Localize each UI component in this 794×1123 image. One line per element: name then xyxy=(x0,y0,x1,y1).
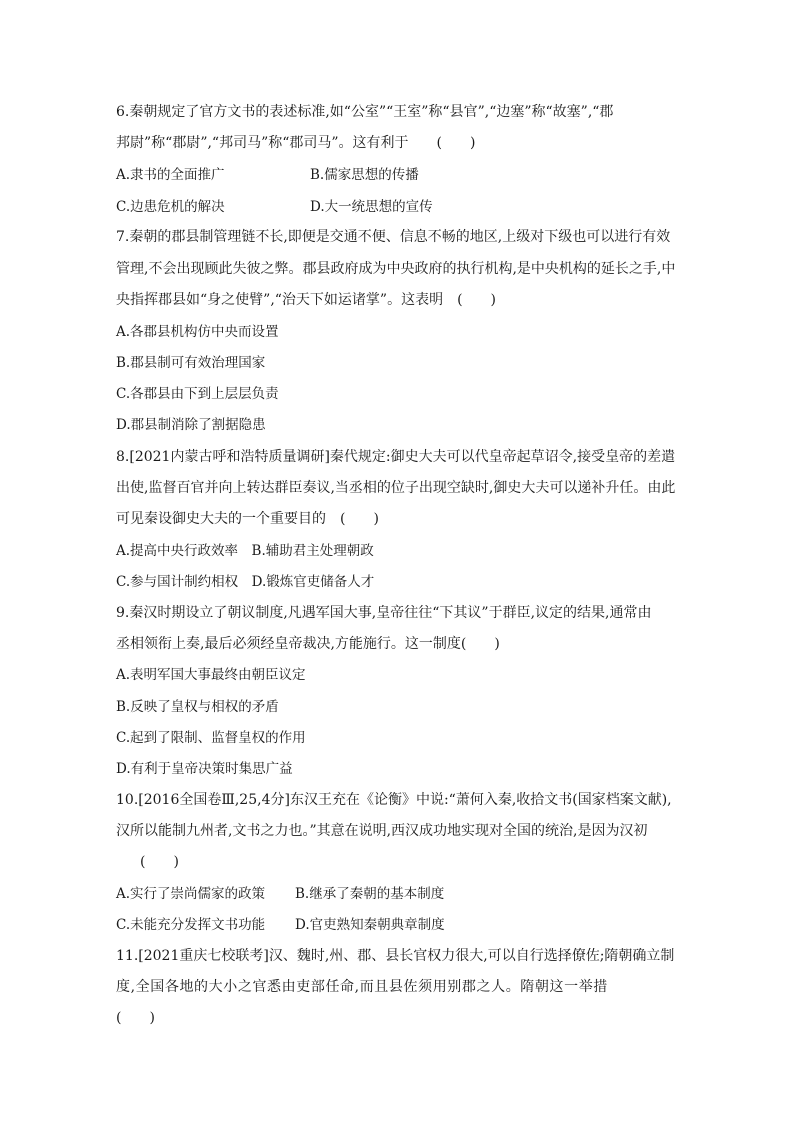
q7-stem-line-3: 央指挥郡县如“身之使臂”,“治天下如运诸掌”。这表明 ( ) xyxy=(116,292,497,308)
q8-options-cd: C.参与国计制约相权 D.锻炼官吏储备人才 xyxy=(116,574,375,590)
q6-stem-line-1: 6.秦朝规定了官方文书的表述标准,如“公室”“王室”称“县官”,“边塞”称“故塞”,“郡 xyxy=(116,104,614,120)
q8-stem-line-2: 出使,监督百官并向上转达群臣奏议,当丞相的位子出现空缺时,御史大夫可以递补升任。由此 xyxy=(116,480,676,496)
q9-option-b: B.反映了皇权与相权的矛盾 xyxy=(116,699,279,715)
q6-option-a: A.隶书的全面推广 xyxy=(116,167,225,183)
q9-stem-line-2: 丞相领衔上奏,最后必须经皇帝裁决,方能施行。这一制度( ) xyxy=(116,636,500,652)
q11-stem-line-1: 11.[2021重庆七校联考]汉、魏时,州、郡、县长官权力很大,可以自行选择僚佐;隋朝确立制 xyxy=(116,948,675,964)
q6-option-c: C.边患危机的解决 xyxy=(116,199,225,215)
q7-stem-line-1: 7.秦朝的郡县制管理链不长,即便是交通不便、信息不畅的地区,上级对下级也可以进行有效 xyxy=(116,229,671,245)
q6-stem-line-2: 邦尉”称“郡尉”,“邦司马”称“郡司马”。这有利于 ( ) xyxy=(116,135,476,151)
q8-options-ab: A.提高中央行政效率 B.辅助君主处理朝政 xyxy=(116,543,374,559)
q9-stem-line-1: 9.秦汉时期设立了朝议制度,凡遇军国大事,皇帝往往“下其议”于群臣,议定的结果,通常由 xyxy=(116,605,652,621)
q8-stem-line-1: 8.[2021内蒙古呼和浩特质量调研]秦代规定:御史大夫可以代皇帝起草诏令,接受皇帝的差遣 xyxy=(116,449,676,465)
q10-option-b: B.继承了秦朝的基本制度 xyxy=(295,886,445,902)
q10-option-a: A.实行了崇尚儒家的政策 xyxy=(116,886,266,902)
q10-option-d: D.官吏熟知秦朝典章制度 xyxy=(295,917,445,933)
q9-option-c: C.起到了限制、监督皇权的作用 xyxy=(116,730,306,746)
q7-option-a: A.各郡县机构仿中央而设置 xyxy=(116,324,279,340)
q9-option-d: D.有利于皇帝决策时集思广益 xyxy=(116,761,293,777)
q8-stem-line-3: 可见秦设御史大夫的一个重要目的 ( ) xyxy=(116,511,379,527)
q6-option-d: D.大一统思想的宣传 xyxy=(310,199,433,215)
q10-option-c: C.未能充分发挥文书功能 xyxy=(116,917,266,933)
q10-stem-line-1: 10.[2016全国卷Ⅲ,25,4分]东汉王充在《论衡》中说:“萧何入秦,收拾文书(国家档案文献), xyxy=(116,792,672,808)
q11-stem-line-2: 度,全国各地的大小之官悉由吏部任命,而且县佐须用别郡之人。隋朝这一举措 xyxy=(116,979,608,995)
q7-stem-line-2: 管理,不会出现顾此失彼之弊。郡县政府成为中央政府的执行机构,是中央机构的延长之手,中 xyxy=(116,261,676,277)
q7-option-d: D.郡县制消除了割据隐患 xyxy=(116,417,266,433)
q6-option-b: B.儒家思想的传播 xyxy=(310,167,419,183)
q7-option-b: B.郡县制可有效治理国家 xyxy=(116,355,266,371)
q10-stem-line-2: 汉所以能制九州者,文书之力也。”其意在说明,西汉成功地实现对全国的统治,是因为汉初 xyxy=(116,823,648,839)
q7-option-c: C.各郡县由下到上层层负责 xyxy=(116,386,279,402)
q10-answer-paren: ( ) xyxy=(140,854,179,870)
q11-answer-paren: ( ) xyxy=(116,1010,155,1026)
q9-option-a: A.表明军国大事最终由朝臣议定 xyxy=(116,667,306,683)
